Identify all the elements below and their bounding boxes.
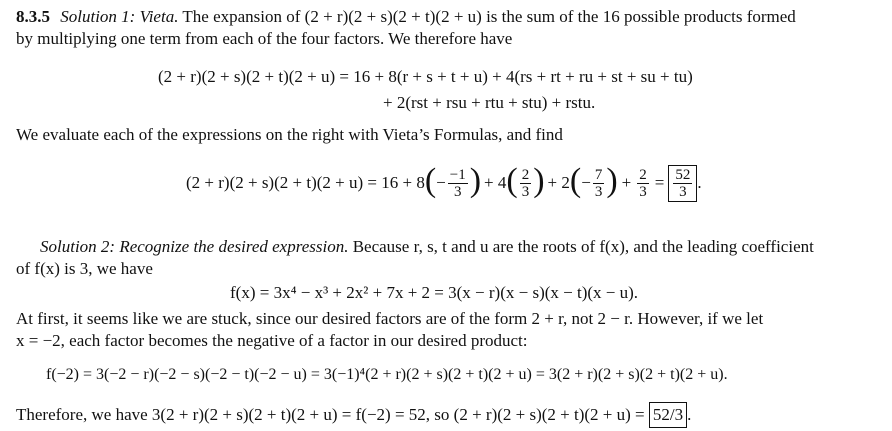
s1-line3: We evaluate each of the expressions on the right with Vieta’s Formulas, and find (16, 125, 563, 144)
s2-line1-text: Because r, s, t and u are the roots of f(x), and the leading coefficient (352, 237, 814, 256)
solution-2-title: Solution 2: Recognize the desired expression. (40, 237, 349, 256)
s2-heading-line (40, 236, 814, 258)
fraction-4: $\frac{2}{3}$ (639, 166, 647, 200)
s1-equation-1: (2 + r)(2 + s)(2 + t)(2 + u) = 16 + 8(r + s + t + u) + 4(rs + rt + ru + st + su + tu) (158, 67, 693, 86)
s1-equation-3: (2 + r)(2 + s)(2 + t)(2 + u) = 16 + 8 ( − $\frac{-1}{3}$ ) + 4 ( $\frac{2}{3}$ ) + 2 ( − $\frac{7}{3}$ ) + $\frac{2}{3}$ = $\frac{52}{3}$ . (186, 162, 702, 200)
fraction-2: $\frac{2}{3}$ (521, 166, 530, 200)
s2-line2: of f(x) is 3, we have (16, 259, 153, 278)
fraction-1: $\frac{-1}{3}$ (449, 166, 466, 200)
s1-heading-line (16, 6, 796, 28)
s2-equation-2: f(−2) = 3(−2 − r)(−2 − s)(−2 − t)(−2 − u) = 3(−1)⁴(2 + r)(2 + s)(2 + t)(2 + u) = 3(2 + r)(2 + s)(2 + t)(2 + u). (46, 366, 728, 383)
solution-1-title: Solution 1: Vieta. (60, 7, 179, 26)
s1-line2: by multiplying one term from each of the four factors. We therefore have (16, 29, 513, 48)
s1-equation-2: + 2(rst + rsu + rtu + stu) + rstu. (383, 93, 596, 112)
s2-line4: x = −2, each factor becomes the negative of a factor in our desired product: (16, 331, 528, 350)
s2-equation-1: f(x) = 3x⁴ − x³ + 2x² + 7x + 2 = 3(x − r)(x − s)(x − t)(x − u). (230, 283, 639, 302)
answer-box-2: 52/3 (649, 402, 687, 428)
fraction-3: $\frac{7}{3}$ (594, 166, 603, 200)
final-statement: Therefore, we have 3(2 + r)(2 + s)(2 + t)(2 + u) = f(−2) = 52, so (2 + r)(2 + s)(2 + t)(2 + u) = (16, 405, 645, 424)
answer-box-1: $\frac{52}{3}$ (668, 165, 697, 202)
eq3-lhs: (2 + r)(2 + s)(2 + t)(2 + u) = 16 + 8 (186, 173, 425, 192)
s2-final-line: Therefore, we have 3(2 + r)(2 + s)(2 + t)(2 + u) = f(−2) = 52, so (2 + r)(2 + s)(2 + t)(2 + u) = 52/3 . (16, 402, 691, 428)
s2-line3: At first, it seems like we are stuck, since our desired factors are of the form 2 + r, not 2 − r. However, if we let (16, 309, 764, 328)
section-number: 8.3.5 (16, 7, 50, 26)
s1-line1-text: The expansion of (2 + r)(2 + s)(2 + t)(2 + u) is the sum of the 16 possible products formed (182, 7, 796, 26)
